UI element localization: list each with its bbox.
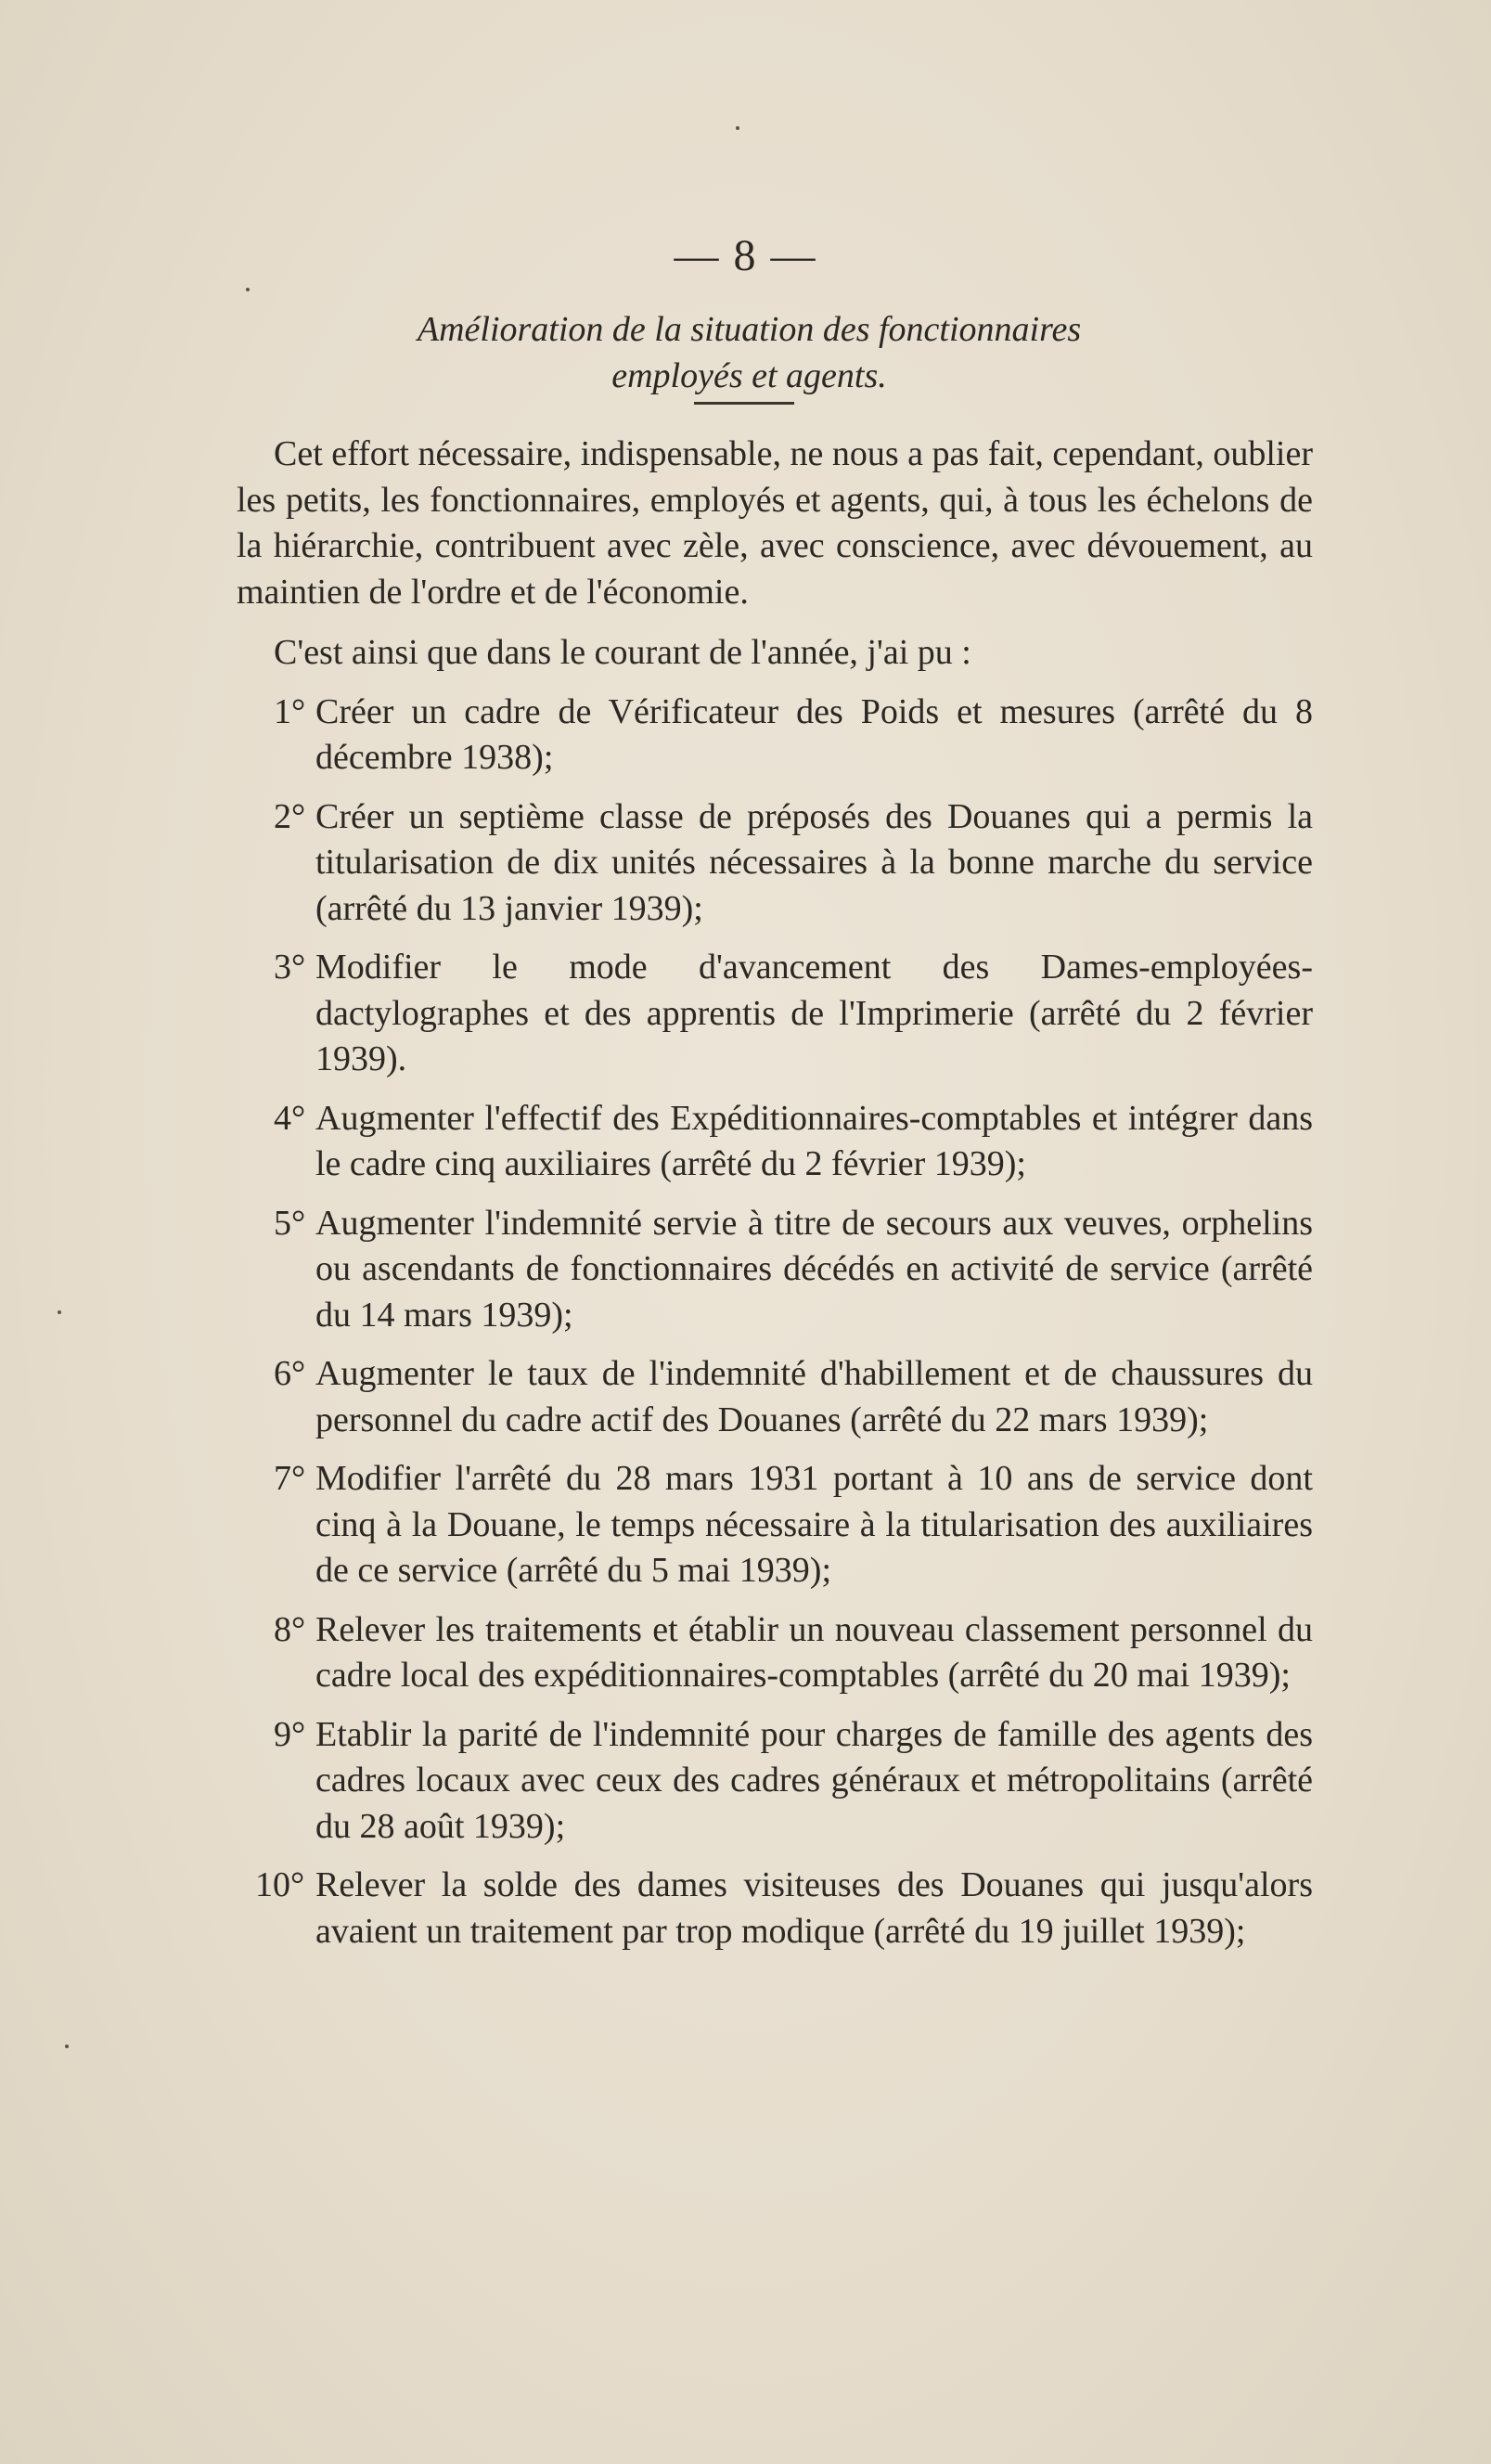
list-item — [237, 1456, 1313, 1594]
item-text: Modifier l'arrêté du 28 mars 1931 portant à 10 ans de service dont cinq à la Douane, le temps nécessaire à la titularisation des auxiliaires de ce service (arrêté du 5 mai 1939); — [315, 1459, 1313, 1590]
item-number: 5° — [274, 1203, 306, 1243]
page-number: — 8 — — [674, 231, 817, 280]
item-text: Augmenter l'indemnité servie à titre de secours aux veuves, orphelins ou ascendants de fonctionnaires décédés en activité de service (arrêté du 14 mars 1939); — [315, 1203, 1313, 1335]
item-text: Relever les traitements et établir un nouveau classement personnel du cadre local des expéditionnaires-comptables (arrêté du 20 mai 1939); — [315, 1609, 1313, 1695]
list-item — [237, 1351, 1313, 1443]
item-number: 7° — [274, 1459, 306, 1498]
item-number: 8° — [274, 1609, 306, 1649]
item-number: 2° — [274, 796, 306, 836]
list-item — [237, 1201, 1313, 1339]
list-intro: C'est ainsi que dans le courant de l'année, j'ai pu : — [274, 633, 971, 672]
section-heading-line-1: Amélioration de la situation des fonctionnaires — [417, 310, 1082, 349]
item-text: Augmenter l'effectif des Expéditionnaires-comptables et intégrer dans le cadre cinq auxiliaires (arrêté du 2 février 1939); — [315, 1098, 1313, 1183]
item-number: 3° — [274, 948, 306, 987]
list-item — [237, 794, 1313, 933]
list-item — [237, 690, 1313, 781]
item-text: Créer un cadre de Vérificateur des Poids et mesures (arrêté du 8 décembre 1938); — [315, 691, 1313, 777]
list-item — [237, 1096, 1313, 1188]
list-item — [237, 945, 1313, 1083]
list-item — [237, 1863, 1313, 1954]
item-number: 9° — [274, 1714, 306, 1754]
ink-speck — [58, 1310, 61, 1314]
item-text: Relever la solde des dames visiteuses des Douanes qui jusqu'alors avaient un traitement par trop modique (arrêté du 19 juillet 1939); — [315, 1865, 1313, 1951]
ink-speck — [246, 288, 250, 291]
heading-underline — [694, 402, 794, 405]
item-number: 1° — [274, 691, 306, 731]
section-heading — [260, 306, 1239, 399]
item-number: 4° — [274, 1098, 306, 1138]
item-text: Créer un septième classe de préposés des Douanes qui a permis la titularisation de dix unités nécessaires à la bonne marche du service (arrêté du 13 janvier 1939); — [315, 796, 1313, 928]
item-number: 6° — [274, 1354, 306, 1393]
item-text: Etablir la parité de l'indemnité pour charges de famille des agents des cadres locaux avec ceux des cadres généraux et métropolitains (arrêté du 28 août 1939); — [315, 1714, 1313, 1846]
ink-speck — [65, 2045, 69, 2048]
list-item — [237, 1607, 1313, 1699]
measures-list — [237, 690, 1313, 1955]
section-heading-line-2: employés et agents. — [611, 356, 887, 395]
item-number: 10° — [255, 1865, 305, 1904]
list-item — [237, 1712, 1313, 1851]
ink-speck — [736, 126, 739, 130]
item-text: Modifier le mode d'avancement des Dames-employées-dactylographes et des apprentis de l'Imprimerie (arrêté du 2 février 1939). — [315, 948, 1313, 1078]
opening-paragraph: Cet effort nécessaire, indispensable, ne nous a pas fait, cependant, oublier les petits, les fonctionnaires, employés et agents, qui, à tous les échelons de la hiérarchie, contribuent avec zèle, avec conscience, avec dévouement, au maintien de l'ordre et de l'économie. — [237, 434, 1313, 612]
item-text: Augmenter le taux de l'indemnité d'habillement et de chaussures du personnel du cadre actif des Douanes (arrêté du 22 mars 1939); — [315, 1354, 1313, 1439]
body-text — [237, 432, 1313, 1967]
